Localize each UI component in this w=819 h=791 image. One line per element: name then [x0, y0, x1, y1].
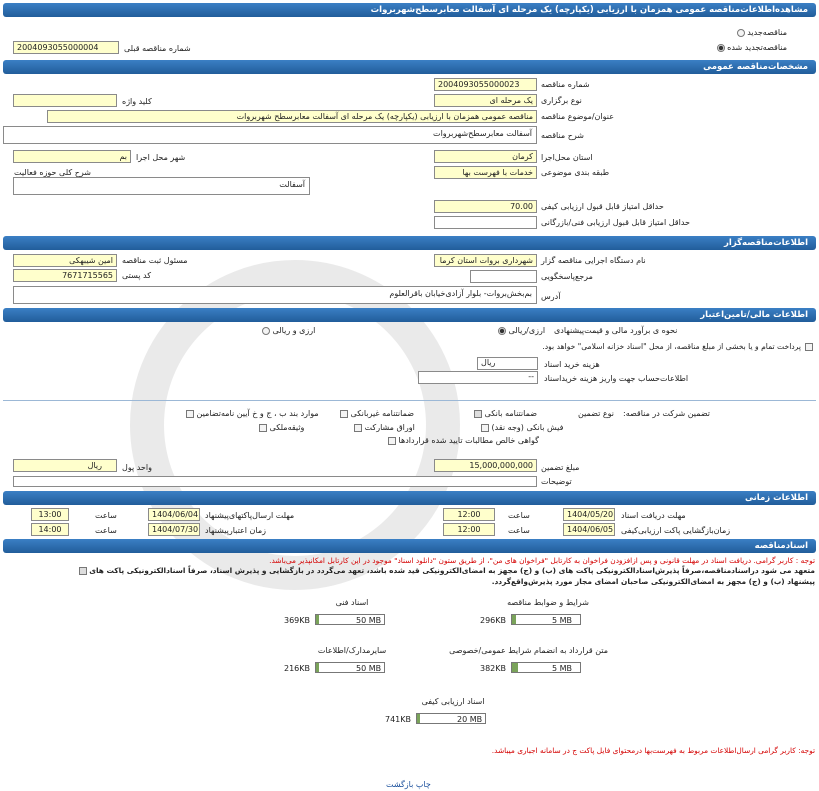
docs-notice: توجه : کاربر گرامی. دریافت اسناد در مهلت قانونی و پس ازافزودن فراخوان به کارتابل "فراخوان های من"، از طریق ستون "دانلود اسناد" موجود در این کارتابل امکانپذیر می‌باشد.: [269, 556, 815, 565]
open-date[interactable]: 1404/06/05: [563, 523, 615, 536]
finance-section-header: اطلاعات مالی/تامین‌اعتبار: [3, 308, 816, 322]
org-name-label: نام دستگاه اجرایی مناقصه گزار: [541, 256, 646, 265]
doc-deadline-label: مهلت دریافت اسناد: [621, 511, 686, 520]
submit-deadline-time[interactable]: 13:00: [31, 508, 69, 521]
doc-item-progress-fill: [512, 663, 518, 672]
clauses-checkbox[interactable]: [186, 410, 194, 418]
esign-commitment-cont: پیشنهاد (ب) و (ج) مجهز به امضای‌الکترونیکی صاحبان امضای مجاز مورد پذیرش‌واقع‌گردد.: [491, 577, 815, 586]
min-quality-score-field[interactable]: 70.00: [434, 200, 537, 213]
doc-item-title[interactable]: متن قرارداد به انضمام شرایط عمومی/خصوصی: [449, 646, 608, 655]
scope-box[interactable]: آسفالت: [13, 177, 310, 195]
prev-tender-number-field[interactable]: 2004093055000004: [13, 41, 119, 54]
category-field[interactable]: خدمات با فهرست بها: [434, 166, 537, 179]
timing-section-header: اطلاعات زمانی: [3, 491, 816, 505]
doc-item-progress-fill: [417, 714, 420, 723]
org-section-header: اطلاعات‌مناقصه‌گزار: [3, 236, 816, 250]
print-link[interactable]: چاپ: [415, 780, 431, 789]
address-box[interactable]: بم‌بخش‌بروات- بلوار آزادی‌خیابان باقرالعلوم: [13, 286, 537, 304]
guarantee-label: تضمین شرکت در مناقصه:: [623, 409, 711, 418]
address-label: آدرس: [541, 292, 561, 301]
doc-item-title[interactable]: اسناد ارزیابی کیفی: [421, 697, 485, 706]
doc-item-progress: [511, 614, 581, 625]
postal-code-label: کد پستی: [122, 271, 151, 280]
validity-date[interactable]: 1404/07/30: [148, 523, 200, 536]
doc-item-size: 296KB: [480, 616, 507, 625]
min-quality-score-label: حداقل امتیاز قابل قبول ارزیابی کیفی: [541, 202, 664, 211]
doc-deadline-time[interactable]: 12:00: [443, 508, 495, 521]
radio-rial-currency[interactable]: [262, 327, 270, 335]
city-label: شهر محل اجرا: [136, 153, 186, 162]
keyword-field[interactable]: [13, 94, 117, 107]
tender-title-field[interactable]: مناقصه عمومی همزمان با ارزیابی (یکپارچه) یک مرحله ای آسفالت معابرسطح شهربروات: [47, 110, 537, 123]
option-rial-currency[interactable]: ارزی و ریالی: [262, 326, 315, 335]
tender-description-box[interactable]: آسفالت معابرسطح‌شهربروات: [3, 126, 537, 144]
option-rial[interactable]: ارزی/ریالی: [498, 326, 545, 335]
doc-item-max: 50 MB: [356, 664, 382, 673]
validity-label: زمان اعتبارپیشنهاد: [205, 526, 267, 535]
guarantee-claims[interactable]: گواهی خالص مطالبات تایید شده قراردادها: [388, 436, 539, 445]
check-checkbox[interactable]: [481, 424, 489, 432]
back-link[interactable]: بازگشت: [386, 780, 414, 789]
currency-unit-field[interactable]: ریال: [13, 459, 117, 472]
time-label: ساعت: [508, 526, 530, 535]
bonds-checkbox[interactable]: [354, 424, 362, 432]
tender-number-label: شماره مناقصه: [541, 80, 590, 89]
doc-item-progress-fill: [316, 615, 319, 624]
doc-item-size: 382KB: [480, 664, 507, 673]
tender-type-field[interactable]: یک مرحله ای: [434, 94, 537, 107]
bank-checkbox[interactable]: [474, 410, 482, 418]
guarantee-bank[interactable]: ضمانتنامه بانکی: [474, 409, 537, 418]
guarantee-property[interactable]: وثیقه‌ملکی: [259, 423, 304, 432]
esign-commitment: متعهد می شود دراسنادمناقصه،صرفاً پذیرش‌اسنادالکترونیکی پاکت های (ب) و (ج) مجهز به امضای‌الکترونیکی قید شده باشد، تعهد می‌گردد در بازگشایی و پذیرش اسناد، صرفاً اسنادالکترونیکی پاکت های: [79, 566, 815, 575]
property-checkbox[interactable]: [259, 424, 267, 432]
doc-item-max: 5 MB: [552, 616, 573, 625]
guarantee-nonbank[interactable]: ضمانتنامه غیربانکی: [340, 409, 414, 418]
province-field[interactable]: کرمان: [434, 150, 537, 163]
general-section-header: مشخصات‌مناقصه عمومی: [3, 60, 816, 74]
doc-item-max: 5 MB: [552, 664, 573, 673]
estimate-method-label: نحوه ی برآورد مالی و قیمت‌پیشنهادی: [554, 326, 678, 335]
scope-label: شرح کلی حوزه فعالیت: [14, 168, 91, 177]
page-title: مشاهده‌اطلاعات‌مناقصه عمومی همزمان با ارزیابی (یکپارچه) یک مرحله ای آسفالت معابرسطح‌شهربروات: [3, 3, 816, 17]
org-name-field[interactable]: شهرداری بروات استان کرما: [434, 254, 537, 267]
claims-checkbox[interactable]: [388, 437, 396, 445]
guarantee-amount-field[interactable]: 15,000,000,000: [434, 459, 537, 472]
doc-item-title[interactable]: سایرمدارک/اطلاعات: [317, 646, 387, 655]
treasury-checkbox[interactable]: [805, 343, 813, 351]
tender-description-label: شرح مناقصه: [541, 131, 585, 140]
doc-item-max: 20 MB: [457, 715, 483, 724]
min-tech-score-field[interactable]: [434, 216, 537, 229]
open-time[interactable]: 12:00: [443, 523, 495, 536]
doc-item-progress: [511, 662, 581, 673]
tender-number-field[interactable]: 2004093055000023: [434, 78, 537, 91]
validity-time[interactable]: 14:00: [31, 523, 69, 536]
islamic-treasury-text: پرداخت تمام و یا بخشی از مبلغ مناقصه، از محل "اسناد خزانه اسلامی" خواهد بود.: [542, 342, 801, 351]
tender-title-label: عنوان/موضوع مناقصه: [541, 112, 614, 121]
radio-renewed[interactable]: [717, 44, 725, 52]
keyword-label: کلید واژه: [122, 97, 152, 106]
ref-label: مرجع‌پاسخگویی: [541, 272, 593, 281]
responsible-field[interactable]: امین شیبهکی: [13, 254, 117, 267]
account-label: اطلاعات‌حساب جهت واریز هزینه خریداسناد: [544, 374, 689, 383]
doc-item-progress-fill: [316, 663, 319, 672]
currency-unit-label: واحد پول: [122, 463, 152, 472]
prev-tender-number-label: شماره مناقصه قبلی: [124, 44, 191, 53]
account-field[interactable]: --: [418, 371, 538, 384]
time-label: ساعت: [95, 526, 117, 535]
doc-item-title[interactable]: اسناد فنی: [335, 598, 369, 607]
doc-item-size: 369KB: [284, 616, 311, 625]
time-label: ساعت: [508, 511, 530, 520]
guarantee-bonds[interactable]: اوراق مشارکت: [354, 423, 415, 432]
nonbank-checkbox[interactable]: [340, 410, 348, 418]
doc-item-progress-fill: [512, 615, 516, 624]
time-label: ساعت: [95, 511, 117, 520]
ref-field[interactable]: [470, 270, 537, 283]
notes-field[interactable]: [13, 476, 537, 487]
doc-item-progress: [315, 662, 385, 673]
guarantee-type-label: نوع تضمین: [578, 409, 614, 418]
renewed-tender-option[interactable]: مناقصه‌تجدید شده: [717, 43, 787, 52]
guarantee-check[interactable]: فیش بانکی (وجه نقد): [481, 423, 563, 432]
doc-cost-label: هزینه خرید اسناد: [544, 360, 600, 369]
doc-item-title[interactable]: شرایط و ضوابط مناقصه: [507, 598, 589, 607]
notes-label: توضیحات: [541, 477, 572, 486]
doc-item-size: 741KB: [385, 715, 412, 724]
city-field[interactable]: بم: [13, 150, 131, 163]
footer-links: [386, 780, 431, 789]
guarantee-clauses[interactable]: موارد بند ب ، ج و خ آیین نامه‌تضامین: [186, 409, 319, 418]
price-list-notice: توجه: کاربر گرامی ارسال‌اطلاعات مربوط به فهرست‌بها درمحتوای فایل پاکت ج در سامانه اجباری میباشد.: [491, 746, 815, 755]
open-label: زمان‌بازگشایی پاکت ارزیابی‌کیفی: [621, 526, 731, 535]
submit-deadline-date[interactable]: 1404/06/04: [148, 508, 200, 521]
tender-type-label: نوع برگزاری: [541, 96, 582, 105]
submit-deadline-label: مهلت ارسال‌پاکتهای‌پیشنهاد: [205, 511, 295, 520]
doc-cost-field[interactable]: ریال: [477, 357, 538, 370]
islamic-treasury-option[interactable]: [803, 342, 813, 351]
postal-code-field[interactable]: 7671715565: [13, 269, 117, 282]
responsible-label: مسئول ثبت مناقصه: [122, 256, 188, 265]
doc-deadline-date[interactable]: 1404/05/20: [563, 508, 615, 521]
new-tender-option[interactable]: مناقصه‌جدید: [737, 28, 787, 37]
radio-new[interactable]: [737, 29, 745, 37]
guarantee-amount-label: مبلغ تضمین: [541, 463, 580, 472]
category-label: طبقه بندی موضوعی: [541, 168, 610, 177]
doc-item-size: 216KB: [284, 664, 311, 673]
doc-item-progress: [416, 713, 486, 724]
doc-item-progress: [315, 614, 385, 625]
docs-section-header: اسنادمناقصه: [3, 539, 816, 553]
radio-rial[interactable]: [498, 327, 506, 335]
commitment-checkbox[interactable]: [79, 567, 87, 575]
province-label: استان محل‌اجرا: [541, 153, 593, 162]
doc-item-max: 50 MB: [356, 616, 382, 625]
min-tech-score-label: حداقل امتیاز قابل قبول ارزیابی فنی/بازرگانی: [541, 218, 690, 227]
